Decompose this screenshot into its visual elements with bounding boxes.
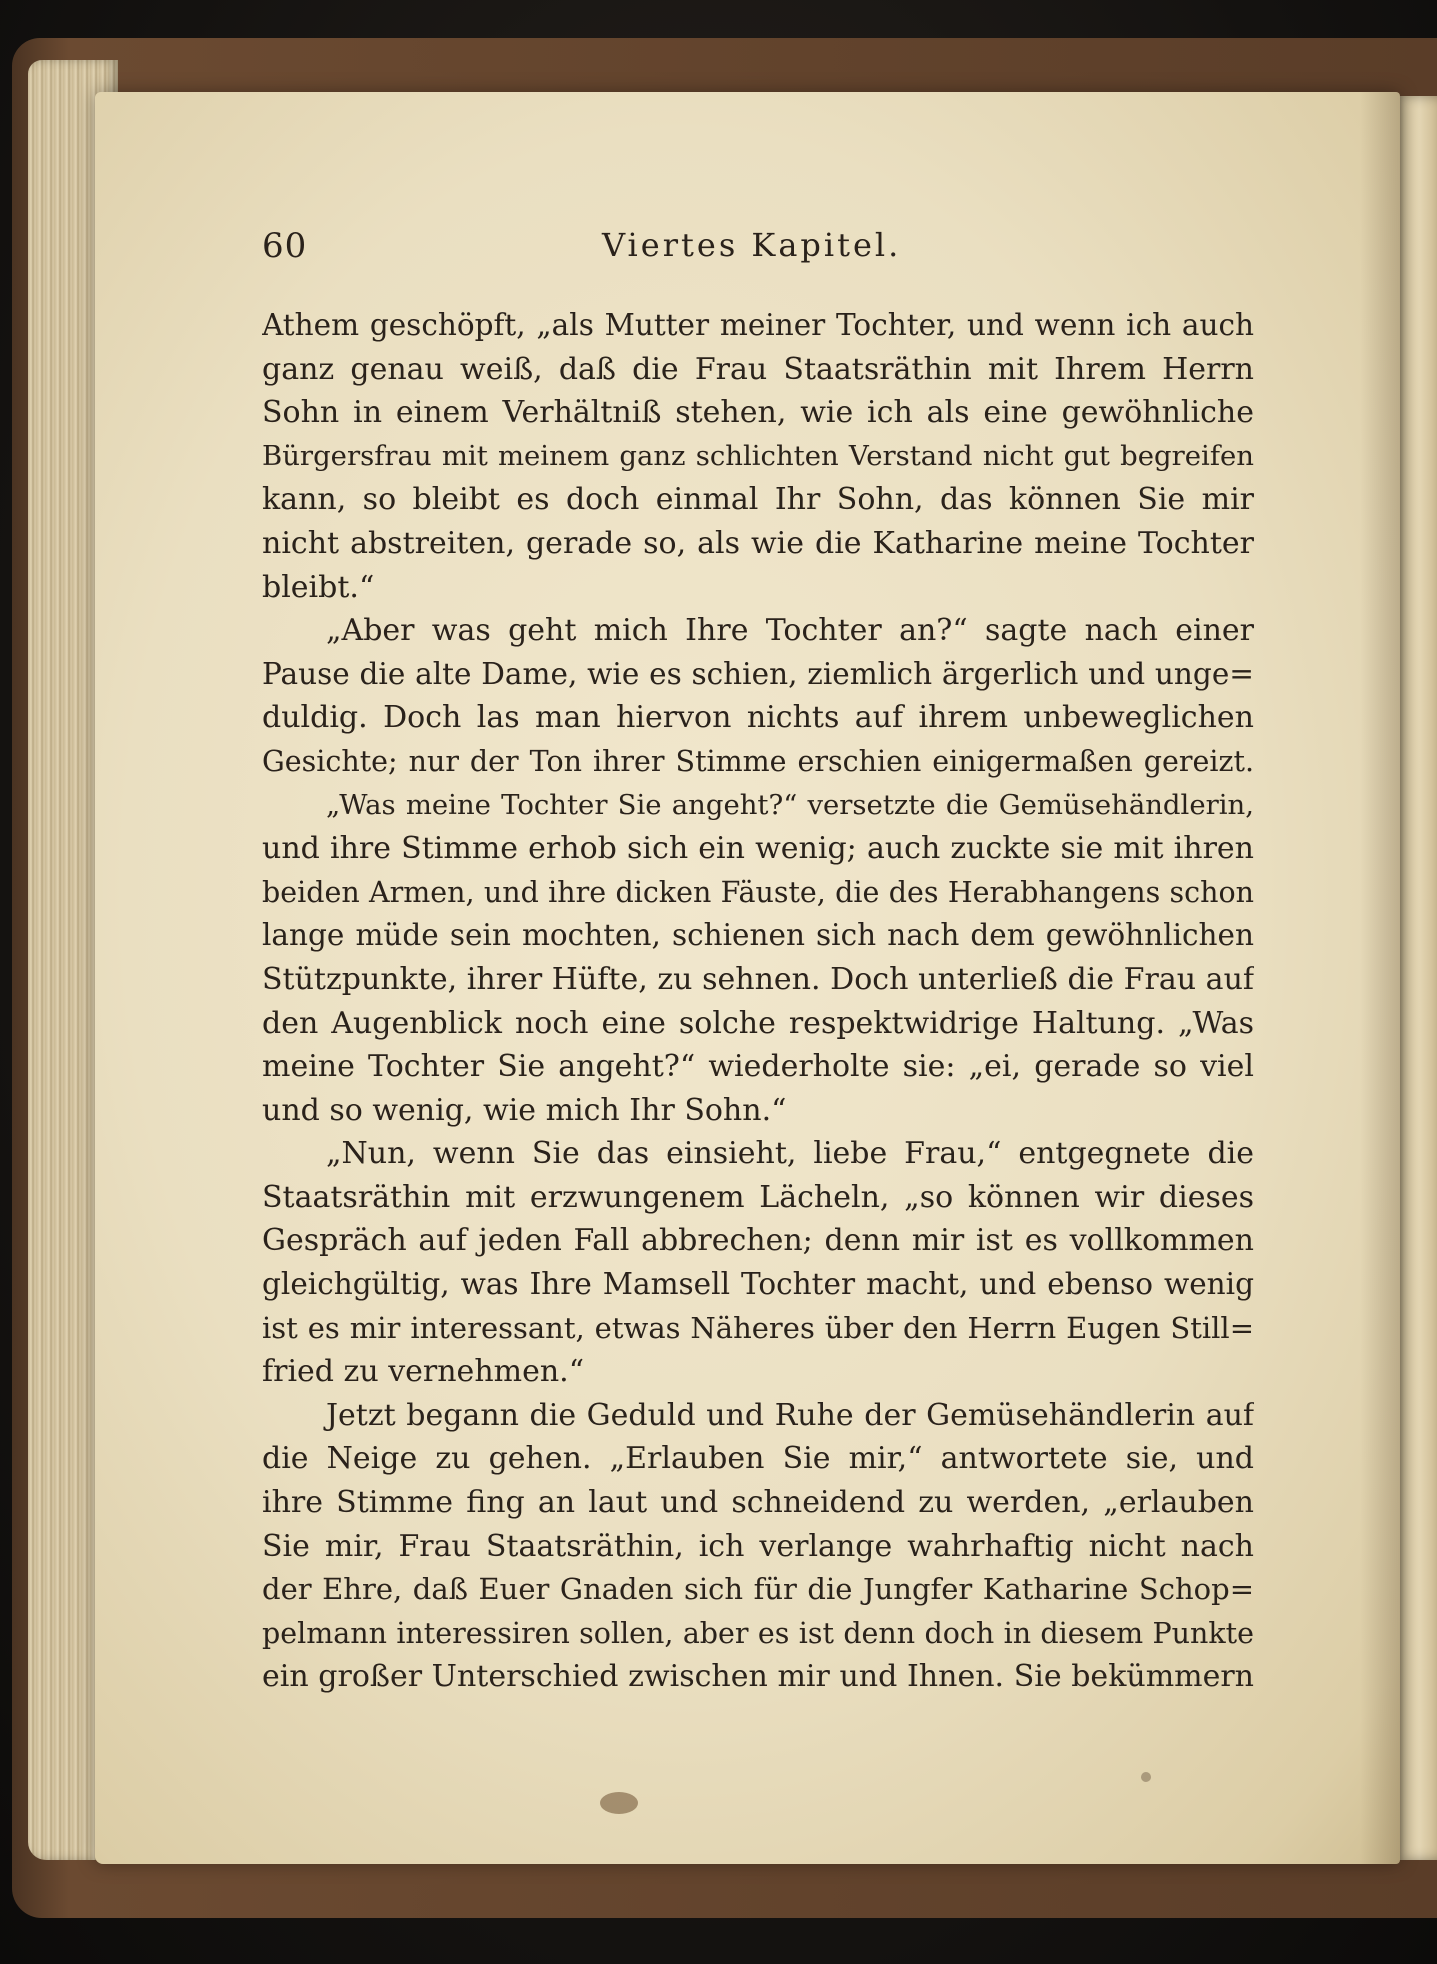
text-line: ganz genau weiß, daß die Frau Staatsräthin mit Ihrem Herrn xyxy=(262,351,1254,387)
text-line: „Aber was geht mich Ihre Tochter an?“ sagte nach einer xyxy=(326,613,1254,649)
text-line: ist es mir interessant, etwas Näheres über den Herrn Eugen Still= xyxy=(262,1310,1254,1345)
text-line: „Was meine Tochter Sie angeht?“ versetzte die Gemüsehändlerin, xyxy=(326,788,1254,821)
text-line: Gesichte; nur der Ton ihrer Stimme erschien einigermaßen gereizt. xyxy=(262,744,1254,778)
text-line: Pause die alte Dame, wie es schien, ziemlich ärgerlich und unge= xyxy=(262,656,1254,691)
text-line: Gespräch auf jeden Fall abbrechen; denn mir ist es vollkommen xyxy=(262,1223,1254,1259)
text-line: die Neige zu gehen. „Erlauben Sie mir,“ antwortete sie, und xyxy=(262,1441,1254,1477)
text-line: gleichgültig, was Ihre Mamsell Tochter macht, und ebenso wenig xyxy=(262,1267,1254,1302)
text-line: Sie mir, Frau Staatsräthin, ich verlange wahrhaftig nicht nach xyxy=(262,1528,1254,1564)
text-line: Stützpunkte, ihrer Hüfte, zu sehnen. Doch unterließ die Frau auf xyxy=(262,961,1254,997)
text-line: „Nun, wenn Sie das einsieht, liebe Frau,“ entgegnete die xyxy=(326,1136,1254,1172)
body-text xyxy=(262,304,1254,1699)
text-line: den Augenblick noch eine solche respektwidrige Haltung. „Was xyxy=(262,1005,1254,1041)
text-line: ein großer Unterschied zwischen mir und Ihnen. Sie bekümmern xyxy=(262,1659,1254,1695)
paper-stain xyxy=(600,1792,638,1814)
text-line: meine Tochter Sie angeht?“ wiederholte sie: „ei, gerade so viel xyxy=(262,1049,1254,1085)
text-line: Athem geschöpft, „als Mutter meiner Tochter, und wenn ich auch xyxy=(262,308,1254,342)
paper-speck xyxy=(1141,1772,1151,1782)
chapter-title: Viertes Kapitel. xyxy=(602,226,902,264)
text-line: und ihre Stimme erhob sich ein wenig; auch zuckte sie mit ihren xyxy=(262,831,1254,867)
text-line: lange müde sein mochten, schienen sich nach dem gewöhnlichen xyxy=(262,918,1254,953)
text-line: nicht abstreiten, gerade so, als wie die Katharine meine Tochter xyxy=(262,525,1254,561)
text-line: und so wenig, wie mich Ihr Sohn.“ xyxy=(262,1092,787,1128)
text-line: Sohn in einem Verhältniß stehen, wie ich als eine gewöhnliche xyxy=(262,395,1254,431)
text-line: bleibt.“ xyxy=(262,569,375,605)
text-line: Staatsräthin mit erzwungenem Lächeln, „so können wir dieses xyxy=(262,1179,1254,1215)
text-line: kann, so bleibt es doch einmal Ihr Sohn, das können Sie mir xyxy=(262,482,1254,518)
page-number: 60 xyxy=(262,226,308,266)
text-line: Bürgersfrau mit meinem ganz schlichten Verstand nicht gut begreifen xyxy=(262,439,1254,472)
text-line: pelmann interessiren sollen, aber es ist denn doch in diesem Punkte xyxy=(262,1616,1254,1650)
text-line: duldig. Doch las man hiervon nichts auf ihrem unbeweglichen xyxy=(262,700,1254,736)
text-line: der Ehre, daß Euer Gnaden sich für die Jungfer Katharine Schop= xyxy=(262,1572,1254,1607)
text-line: Jetzt begann die Geduld und Ruhe der Gemüsehändlerin auf xyxy=(326,1397,1254,1433)
running-head xyxy=(262,226,1258,276)
text-line: ihre Stimme fing an laut und schneidend zu werden, „erlauben xyxy=(262,1485,1254,1521)
gutter-shadow xyxy=(1360,92,1400,1864)
text-line: beiden Armen, und ihre dicken Fäuste, die des Herabhangens schon xyxy=(262,875,1254,909)
text-line: fried zu vernehmen.“ xyxy=(262,1354,585,1390)
